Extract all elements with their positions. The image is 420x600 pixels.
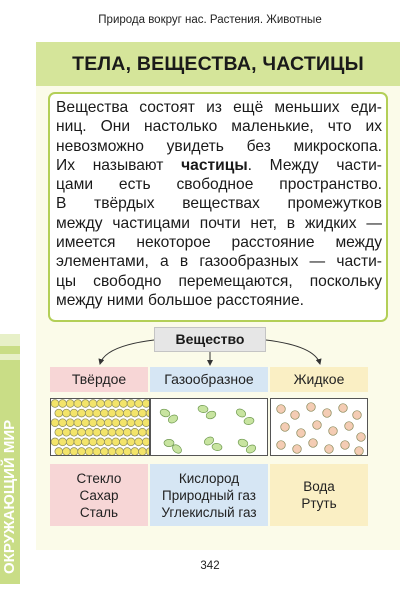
- example-item: Стекло: [76, 470, 122, 486]
- solid-particle: [85, 409, 93, 417]
- solid-particle: [101, 428, 109, 436]
- solid-particle: [123, 428, 131, 436]
- solid-particle: [108, 428, 116, 436]
- solid-particle: [82, 419, 90, 427]
- solid-particle: [82, 438, 90, 446]
- solid-particle: [55, 428, 63, 436]
- paragraph-line: между ними большое расстояние.: [56, 291, 304, 309]
- solid-particle: [93, 448, 101, 456]
- liquid-particle: [357, 433, 366, 442]
- page-number: 342: [200, 560, 220, 572]
- solid-particle: [70, 448, 78, 456]
- solid-examples: [50, 464, 148, 526]
- liquid-particle: [307, 403, 316, 412]
- solid-particle: [93, 409, 101, 417]
- solid-particle: [97, 419, 105, 427]
- solid-particle: [135, 400, 143, 408]
- category-liquid: Жидкое: [270, 367, 368, 392]
- solid-particle: [74, 400, 82, 408]
- liquid-particle: [277, 441, 286, 450]
- solid-particle: [74, 438, 82, 446]
- solid-particles-icon: [51, 399, 150, 456]
- solid-particle: [89, 419, 97, 427]
- paragraph-fragment: Их называют: [56, 156, 182, 174]
- solid-particle: [142, 438, 150, 446]
- solid-particle: [66, 438, 74, 446]
- solid-particle: [116, 409, 124, 417]
- solid-particle: [112, 419, 120, 427]
- solid-particle: [59, 419, 67, 427]
- solid-particle: [85, 428, 93, 436]
- gas-particle: [211, 443, 222, 452]
- liquid-particle: [281, 423, 290, 432]
- solid-particle: [101, 448, 109, 456]
- solid-particle: [139, 448, 147, 456]
- solid-particle: [123, 448, 131, 456]
- solid-particle: [93, 428, 101, 436]
- gas-particles-illustration: [150, 398, 268, 456]
- solid-particle: [127, 419, 135, 427]
- solid-particles-illustration: [50, 398, 150, 456]
- example-item: Углекислый газ: [161, 504, 257, 520]
- example-item: Вода: [303, 479, 335, 494]
- subject-sidebar: [0, 334, 20, 584]
- solid-particle: [78, 428, 86, 436]
- solid-particle: [123, 409, 131, 417]
- solid-particle: [142, 400, 150, 408]
- solid-particle: [139, 428, 147, 436]
- solid-particle: [127, 400, 135, 408]
- gas-particle: [164, 439, 174, 446]
- solid-particle: [59, 438, 67, 446]
- gas-particle: [237, 438, 249, 448]
- solid-particle: [66, 419, 74, 427]
- gas-particles-icon: [151, 399, 268, 456]
- paragraph-line: между частицами почти нет, в жидких —: [56, 214, 382, 232]
- solid-particle: [131, 448, 139, 456]
- gas-examples: [150, 464, 268, 526]
- solid-particle: [51, 400, 59, 408]
- liquid-particle: [293, 445, 302, 454]
- solid-particle: [70, 409, 78, 417]
- solid-particle: [108, 448, 116, 456]
- liquid-particle: [329, 427, 338, 436]
- solid-particle: [127, 438, 135, 446]
- paragraph-line: элементами, а в газообразных — части-: [56, 253, 382, 271]
- paragraph-fragment: . Между части-: [247, 156, 382, 174]
- section-title: ТЕЛА, ВЕЩЕСТВА, ЧАСТИЦЫ: [72, 53, 364, 75]
- solid-particle: [51, 419, 59, 427]
- solid-particle: [120, 438, 128, 446]
- solid-particle: [101, 409, 109, 417]
- paragraph-line: невозможно увидеть без микроскопа.: [56, 137, 382, 155]
- liquid-particle: [323, 409, 332, 418]
- solid-particle: [131, 428, 139, 436]
- liquid-particles-illustration: [270, 398, 368, 456]
- gas-particle: [243, 417, 254, 426]
- liquid-particle: [355, 447, 364, 456]
- solid-particle: [97, 400, 105, 408]
- gas-particle: [197, 405, 208, 414]
- liquid-particle: [309, 439, 318, 448]
- solid-particle: [120, 400, 128, 408]
- liquid-particle: [345, 422, 354, 431]
- solid-particle: [82, 400, 90, 408]
- liquid-particle: [313, 421, 322, 430]
- paragraph-line: цы свободно перемещаются, поскольку: [56, 272, 382, 290]
- category-gas: Газообразное: [150, 367, 268, 392]
- term-particles: частицы: [181, 156, 248, 174]
- solid-particle: [78, 409, 86, 417]
- solid-particle: [89, 400, 97, 408]
- liquid-particle: [339, 404, 348, 413]
- solid-particle: [112, 438, 120, 446]
- paragraph-line: ниц. Они настолько маленькие, что их: [56, 118, 382, 136]
- example-item: Природный газ: [162, 487, 256, 503]
- liquid-particle: [341, 441, 350, 450]
- gas-particle: [235, 407, 247, 418]
- running-header: Природа вокруг нас. Растения. Животные: [98, 14, 322, 26]
- solid-particle: [116, 428, 124, 436]
- example-item: Кислород: [178, 470, 240, 486]
- liquid-particle: [291, 411, 300, 420]
- example-item: Сталь: [79, 504, 119, 520]
- diagram-root-substance: Вещество: [154, 327, 266, 352]
- solid-particle: [112, 400, 120, 408]
- solid-particle: [55, 409, 63, 417]
- solid-particle: [66, 400, 74, 408]
- example-item: Сахар: [79, 487, 119, 503]
- solid-particle: [142, 419, 150, 427]
- solid-particle: [63, 428, 71, 436]
- example-item: Ртуть: [301, 496, 337, 511]
- solid-particle: [63, 409, 71, 417]
- paragraph-line: Вещества состоят из ещё меньших еди-: [56, 99, 382, 116]
- solid-particle: [108, 409, 116, 417]
- solid-particle: [51, 438, 59, 446]
- solid-particle: [120, 419, 128, 427]
- solid-particle: [104, 419, 112, 427]
- solid-particle: [55, 448, 63, 456]
- sidebar-label: ОКРУЖАЮЩИЙ МИР: [1, 419, 18, 574]
- solid-particle: [63, 448, 71, 456]
- solid-particle: [70, 428, 78, 436]
- paragraph-line: цами есть свободное пространство.: [56, 176, 382, 194]
- solid-particle: [131, 409, 139, 417]
- liquid-examples: [270, 464, 368, 526]
- liquid-particle: [353, 411, 362, 420]
- solid-particle: [104, 400, 112, 408]
- solid-particle: [97, 438, 105, 446]
- solid-particle: [139, 409, 147, 417]
- gas-particle: [159, 408, 171, 418]
- solid-particle: [135, 419, 143, 427]
- solid-particle: [85, 448, 93, 456]
- liquid-particle: [297, 429, 306, 438]
- solid-particle: [89, 438, 97, 446]
- solid-particle: [116, 448, 124, 456]
- solid-particle: [74, 419, 82, 427]
- liquid-particles-icon: [271, 399, 368, 456]
- solid-particle: [135, 438, 143, 446]
- solid-particle: [78, 448, 86, 456]
- liquid-particle: [277, 405, 286, 414]
- category-solid: Твёрдое: [50, 367, 148, 392]
- liquid-particle: [325, 445, 334, 454]
- solid-particle: [59, 400, 67, 408]
- paragraph-line: В твёрдых веществах промежутков: [56, 195, 382, 213]
- solid-particle: [104, 438, 112, 446]
- paragraph-line: имеется некоторое расстояние между: [56, 234, 382, 252]
